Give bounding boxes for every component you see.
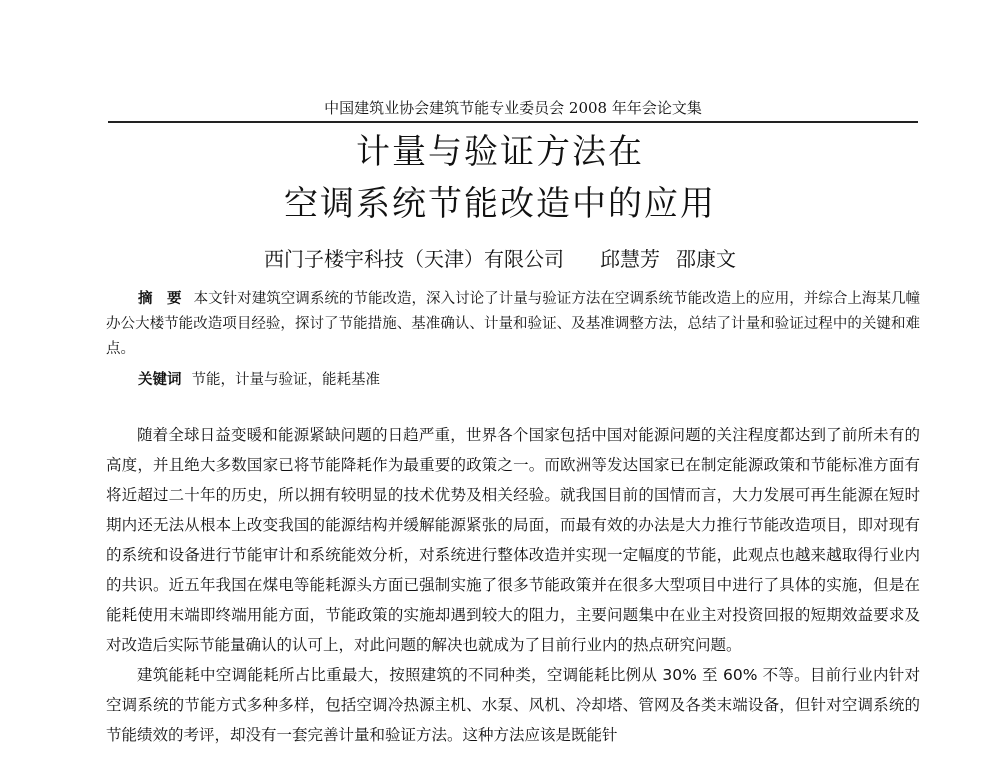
paper-title-line-1: 计量与验证方法在 bbox=[356, 132, 644, 172]
keywords-text: 节能，计量与验证，能耗基准 bbox=[191, 372, 380, 388]
abstract-label: 摘 要 bbox=[138, 290, 182, 307]
author-line bbox=[0, 244, 1000, 274]
keywords-label: 关键词 bbox=[138, 371, 182, 388]
running-header: 中国建筑业协会建筑节能专业委员会 2008 年年会论文集 bbox=[324, 99, 702, 117]
abstract bbox=[106, 286, 920, 362]
keywords bbox=[138, 368, 918, 392]
author-1: 邱慧芳 bbox=[600, 247, 660, 271]
abstract-text: 本文针对建筑空调系统的节能改造，深入讨论了计量与验证方法在空调系统节能改造上的应用，并综合上海某几幢办公大楼节能改造项目经验，探讨了节能措施、基准确认、计量和验证、及基准调整方法，总结了计量和验证过程中的关键和难点。 bbox=[106, 291, 921, 357]
header-rule bbox=[108, 121, 918, 123]
body-text bbox=[106, 420, 920, 750]
paper-title-line-2: 空调系统节能改造中的应用 bbox=[284, 184, 716, 224]
author-2: 邵康文 bbox=[676, 247, 736, 271]
body-paragraph-2: 建筑能耗中空调能耗所占比重最大，按照建筑的不同种类，空调能耗比例从 30% 至 60% 不等。目前行业内针对空调系统的节能方式多种多样，包括空调冷热源主机、水泵、风机、冷却塔、管网及各类末端设备，但针对空调系统的节能绩效的考评，却没有一套完善计量和验证方法。这种方法应该是既能针 bbox=[106, 666, 920, 744]
body-paragraph-1: 随着全球日益变暖和能源紧缺问题的日趋严重，世界各个国家包括中国对能源问题的关注程度都达到了前所未有的高度，并且绝大多数国家已将节能降耗作为最重要的政策之一。而欧洲等发达国家已在制定能源政策和节能标准方面有将近超过二十年的历史，所以拥有较明显的技术优势及相关经验。就我国目前的国情而言，大力发展可再生能源在短时期内还无法从根本上改变我国的能源结构并缓解能源紧张的局面，而最有效的办法是大力推行节能改造项目，即对现有的系统和设备进行节能审计和系统能效分析，对系统进行整体改造并实现一定幅度的节能，此观点也越来越取得行业内的共识。近五年我国在煤电等能耗源头方面已强制实施了很多节能政策并在很多大型项目中进行了具体的实施，但是在能耗使用末端即终端用能方面，节能政策的实施却遇到较大的阻力，主要问题集中在业主对投资回报的短期效益要求及对改造后实际节能量确认的认可上，对此问题的解决也就成为了目前行业内的热点研究问题。 bbox=[106, 426, 920, 654]
affiliation: 西门子楼宇科技（天津）有限公司 bbox=[264, 247, 564, 271]
